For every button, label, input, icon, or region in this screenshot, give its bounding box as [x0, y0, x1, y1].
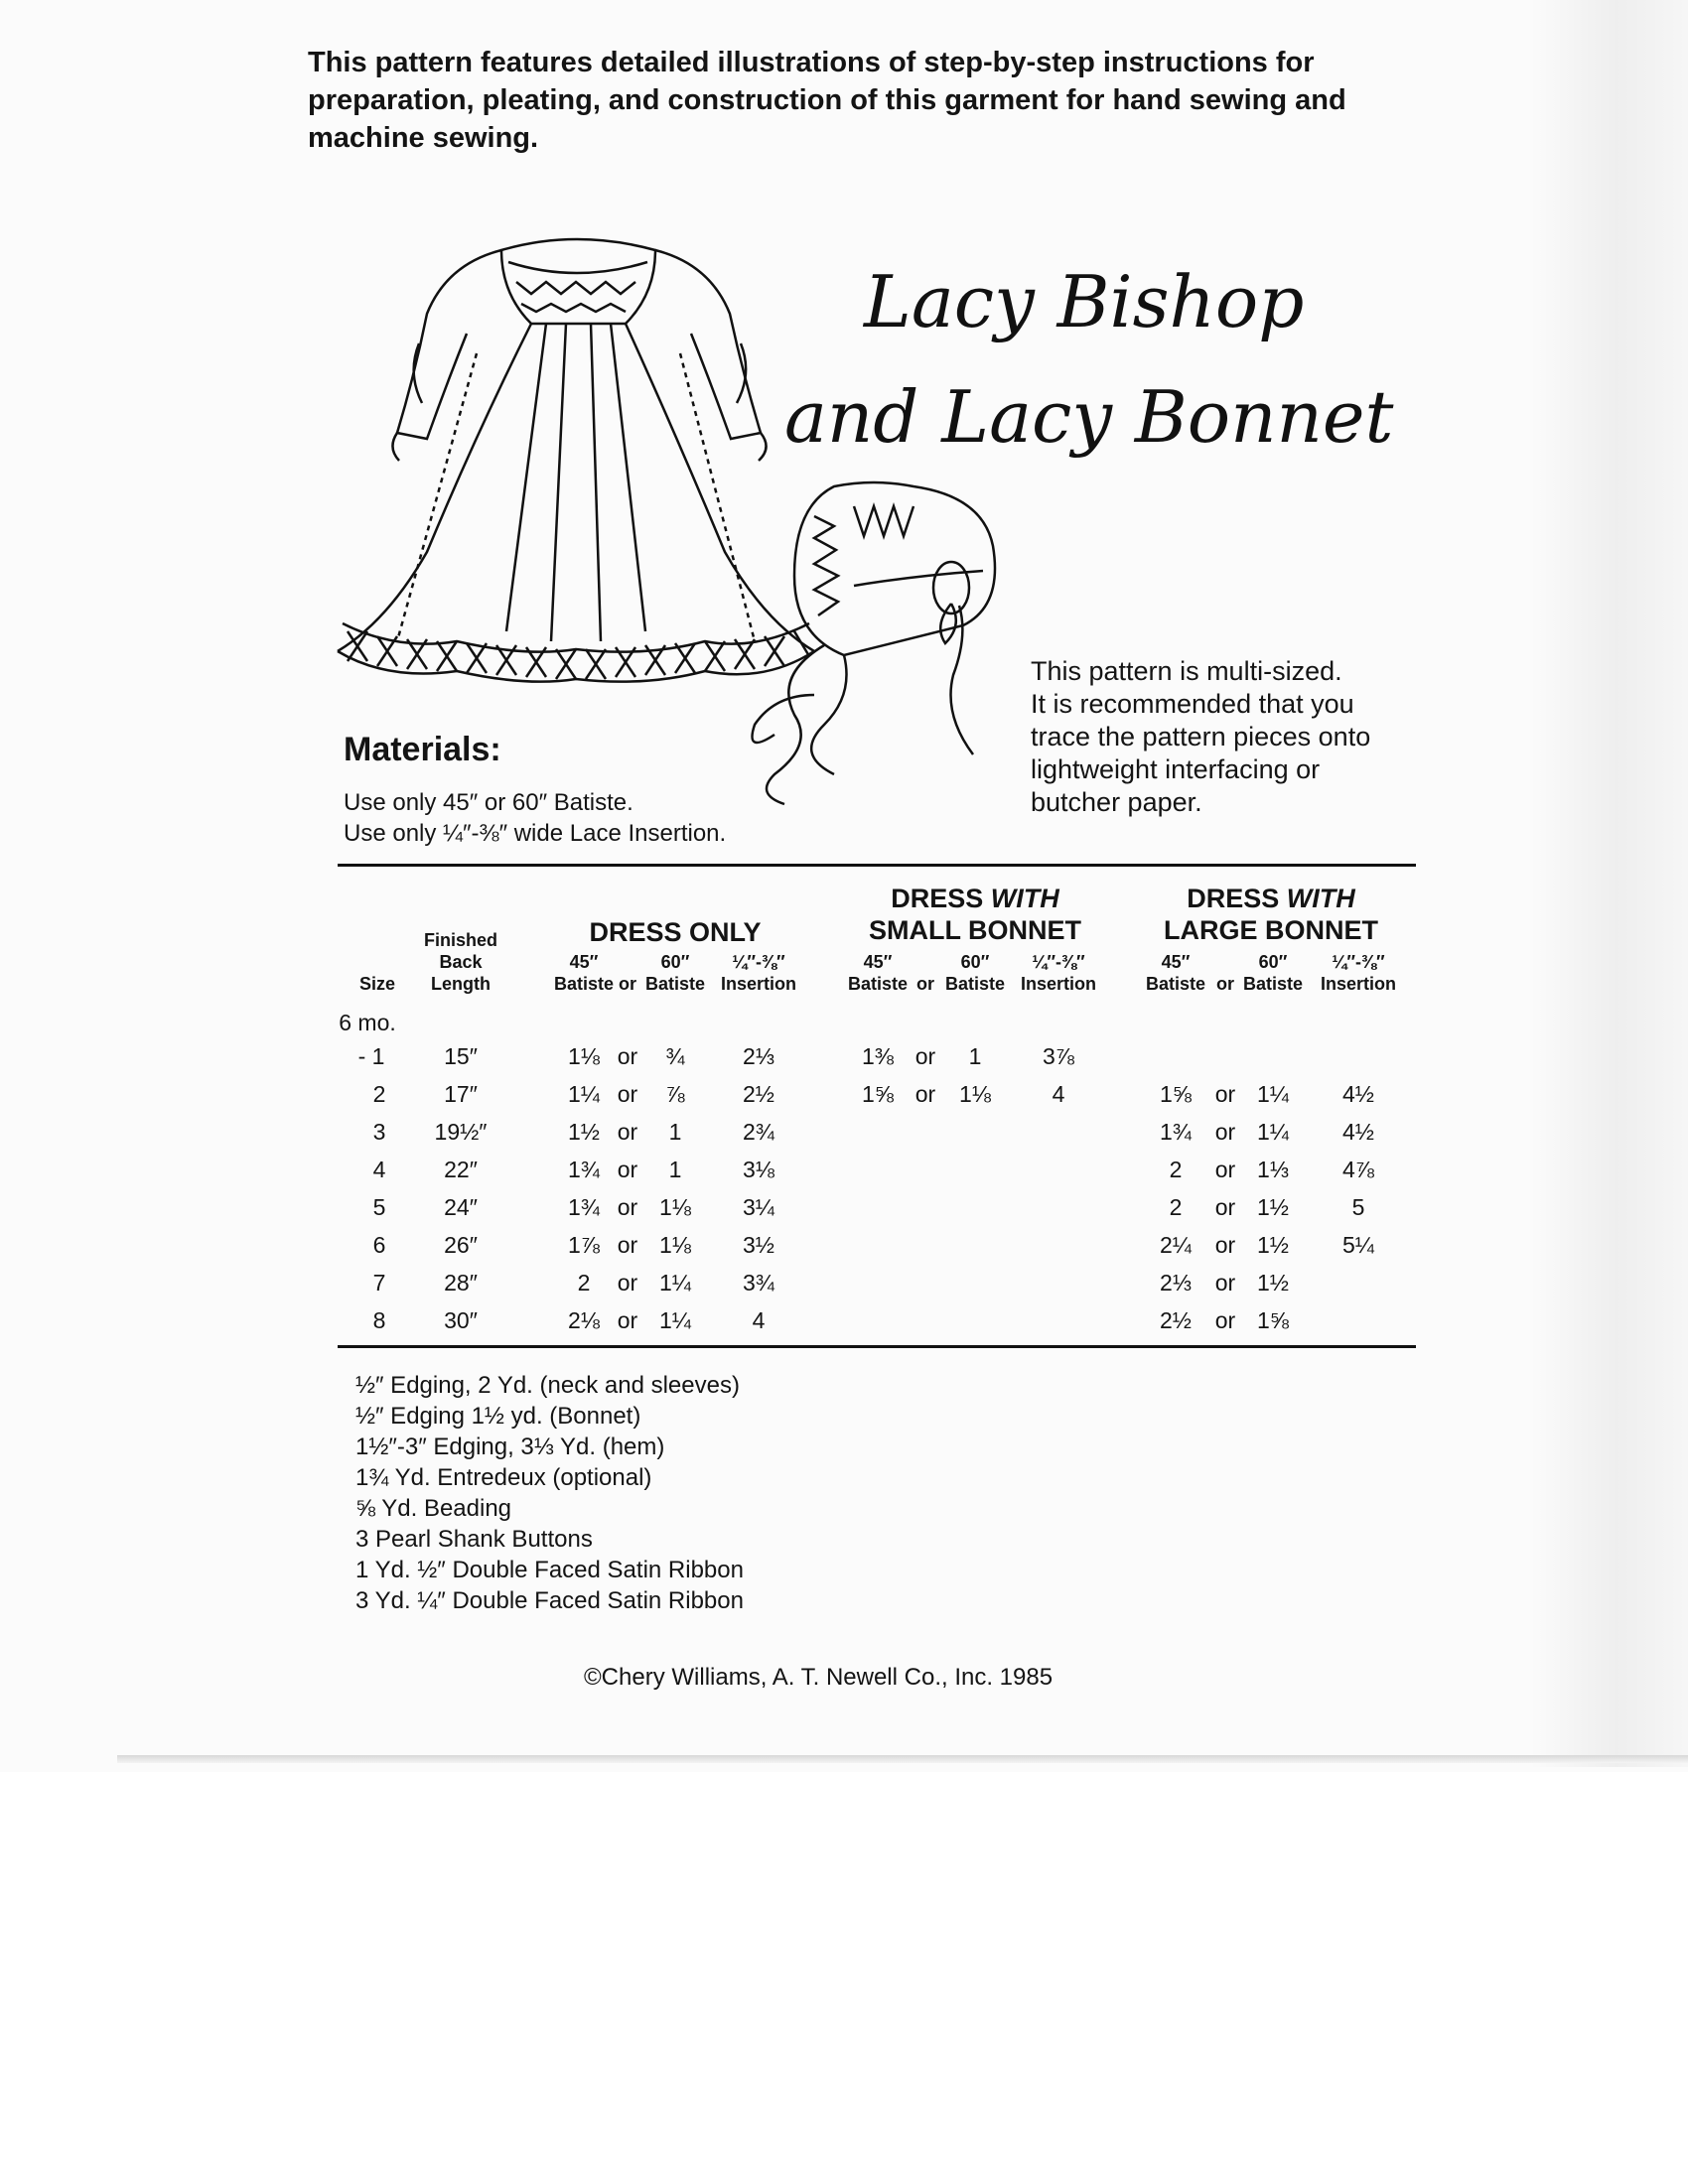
- yardage-cell: 2: [1169, 1194, 1183, 1220]
- notion-item: 1¾ Yd. Entredeux (optional): [355, 1464, 652, 1491]
- table-top-rule: [338, 864, 1416, 867]
- yardage-cell: ⅞: [665, 1081, 685, 1107]
- column-header: Batiste: [944, 974, 1006, 994]
- notions-list: [355, 1370, 744, 1616]
- yardage-cell: or: [1214, 1119, 1236, 1145]
- group-header: DRESS WITH: [891, 884, 1059, 913]
- yardage-cell: 1⅝: [862, 1081, 894, 1107]
- yardage-cell: 1¼: [659, 1270, 691, 1296]
- yardage-cell: 4: [752, 1307, 766, 1333]
- yardage-cell: 1½: [1257, 1270, 1289, 1296]
- yardage-cell: 5¼: [1342, 1232, 1374, 1258]
- yardage-cell: 1⅝: [1257, 1307, 1289, 1333]
- length-cell: 24″: [444, 1194, 478, 1220]
- size-cell: 7: [372, 1270, 386, 1296]
- yardage-cell: 1½: [568, 1119, 600, 1145]
- notion-item: ½″ Edging 1½ yd. (Bonnet): [355, 1403, 641, 1430]
- yardage-cell: 1½: [1257, 1194, 1289, 1220]
- size-cell: 4: [372, 1157, 386, 1182]
- yardage-cell: 1: [968, 1043, 982, 1069]
- notion-item: 1 Yd. ½″ Double Faced Satin Ribbon: [355, 1557, 744, 1583]
- column-header: 45″: [863, 952, 893, 972]
- length-cell: 26″: [444, 1232, 478, 1258]
- length-cell: 19½″: [434, 1119, 488, 1145]
- materials-line: Use only 45″ or 60″ Batiste.: [344, 789, 633, 816]
- yardage-cell: 1⅛: [568, 1043, 600, 1069]
- paper-fold-shadow: [1529, 0, 1688, 1767]
- yardage-cell: 1⅝: [1160, 1081, 1192, 1107]
- length-cell: 15″: [444, 1043, 478, 1069]
- yardage-cell: or: [1214, 1081, 1236, 1107]
- yardage-cell: or: [617, 1307, 638, 1333]
- yardage-cell: or: [617, 1081, 638, 1107]
- column-header: ¼″-⅜″: [1332, 952, 1385, 972]
- column-header: 60″: [1258, 952, 1288, 972]
- yardage-cell: 3½: [743, 1232, 774, 1258]
- column-header: Insertion: [1020, 974, 1096, 994]
- length-header: Length: [431, 974, 491, 994]
- column-header: 45″: [1161, 952, 1191, 972]
- bonnet-illustration: [715, 477, 1013, 814]
- column-header: Batiste: [1242, 974, 1304, 994]
- yardage-cell: 3¼: [743, 1194, 774, 1220]
- yardage-cell: 2¾: [743, 1119, 774, 1145]
- column-header: 45″: [569, 952, 599, 972]
- yardage-cell: 4½: [1342, 1081, 1374, 1107]
- multi-sized-line: lightweight interfacing or: [1031, 754, 1321, 784]
- yardage-cell: 3⅛: [743, 1157, 774, 1182]
- yardage-cell: or: [914, 1081, 936, 1107]
- length-cell: 28″: [444, 1270, 478, 1296]
- yardage-cell: or: [617, 1194, 638, 1220]
- group-header: SMALL BONNET: [869, 915, 1081, 945]
- size-header: Size: [358, 974, 396, 994]
- yardage-cell: 1⅓: [1257, 1157, 1289, 1182]
- yardage-cell: or: [617, 1119, 638, 1145]
- column-header: Insertion: [720, 974, 796, 994]
- yardage-cell: 4⅞: [1342, 1157, 1374, 1182]
- column-header: Batiste: [847, 974, 909, 994]
- yardage-cell: or: [617, 1043, 638, 1069]
- multi-sized-note: [1031, 655, 1410, 819]
- yardage-cell: 1⅞: [568, 1232, 600, 1258]
- notion-item: 3 Yd. ¼″ Double Faced Satin Ribbon: [355, 1587, 744, 1614]
- yardage-cell: 1: [668, 1119, 682, 1145]
- size-cell: 5: [372, 1194, 386, 1220]
- column-header: 60″: [660, 952, 690, 972]
- column-header: or: [916, 974, 934, 994]
- yardage-cell: 5: [1351, 1194, 1365, 1220]
- yardage-cell: 1¼: [1257, 1119, 1289, 1145]
- column-header: ¼″-⅜″: [732, 952, 785, 972]
- group-header: LARGE BONNET: [1164, 915, 1378, 945]
- size-cell: - 1: [357, 1043, 385, 1069]
- yardage-cell: 1¼: [568, 1081, 600, 1107]
- yardage-cell: 1: [668, 1157, 682, 1182]
- group-header: DRESS WITH: [1187, 884, 1355, 913]
- yardage-cell: or: [1214, 1194, 1236, 1220]
- column-header: or: [1216, 974, 1234, 994]
- yardage-cell: 1⅛: [959, 1081, 991, 1107]
- column-header: Batiste: [553, 974, 615, 994]
- yardage-cell: 3⅞: [1043, 1043, 1074, 1069]
- yardage-cell: 2¼: [1160, 1232, 1192, 1258]
- multi-sized-line: It is recommended that you: [1031, 689, 1354, 719]
- yardage-cell: 1⅛: [659, 1194, 691, 1220]
- notion-item: 1½″-3″ Edging, 3⅓ Yd. (hem): [355, 1433, 665, 1460]
- yardage-cell: 1¼: [659, 1307, 691, 1333]
- multi-sized-line: butcher paper.: [1031, 787, 1202, 817]
- length-cell: 17″: [444, 1081, 478, 1107]
- yardage-cell: 1¼: [1257, 1081, 1289, 1107]
- yardage-cell: 3¾: [743, 1270, 774, 1296]
- size-cell: 2: [372, 1081, 386, 1107]
- table-bottom-rule: [338, 1345, 1416, 1348]
- intro-text: This pattern features detailed illustrations of step-by-step instructions for preparation, pleating, and construction of this garment for hand sewing and machine sewing.: [308, 47, 1346, 154]
- yardage-cell: 1¾: [1160, 1119, 1192, 1145]
- size-cell: 3: [372, 1119, 386, 1145]
- yardage-cell: or: [1214, 1232, 1236, 1258]
- yardage-cell: 2⅓: [743, 1043, 774, 1069]
- yardage-cell: 2⅓: [1160, 1270, 1192, 1296]
- size-cell: 6: [372, 1232, 386, 1258]
- column-header: or: [619, 974, 636, 994]
- yardage-cell: or: [1214, 1270, 1236, 1296]
- yardage-cell: or: [1214, 1157, 1236, 1182]
- paper-bottom-edge: [117, 1755, 1688, 1763]
- column-header: Batiste: [1145, 974, 1206, 994]
- length-header: Finished: [423, 930, 497, 950]
- size-cell: 6 mo.: [339, 1010, 396, 1035]
- yardage-cell: 1¾: [568, 1157, 600, 1182]
- yardage-cell: or: [617, 1232, 638, 1258]
- group-header: DRESS ONLY: [589, 917, 762, 947]
- column-header: ¼″-⅜″: [1032, 952, 1085, 972]
- copyright: ©Chery Williams, A. T. Newell Co., Inc. 1985: [584, 1664, 1054, 1691]
- column-header: Batiste: [644, 974, 706, 994]
- yardage-cell: 2: [1169, 1157, 1183, 1182]
- yardage-cell: or: [617, 1157, 638, 1182]
- yardage-cell: 1⅛: [659, 1232, 691, 1258]
- size-cell: 8: [372, 1307, 386, 1333]
- length-cell: 30″: [444, 1307, 478, 1333]
- yardage-cell: 1⅜: [862, 1043, 894, 1069]
- pattern-title-line-1: Lacy Bishop: [864, 260, 1305, 343]
- materials-heading: Materials:: [344, 731, 501, 768]
- column-header: 60″: [960, 952, 990, 972]
- multi-sized-line: This pattern is multi-sized.: [1031, 656, 1342, 686]
- pattern-title-line-2: and Lacy Bonnet: [784, 375, 1394, 459]
- column-header: Insertion: [1320, 974, 1396, 994]
- yardage-cell: 4: [1052, 1081, 1065, 1107]
- yardage-cell: 2⅛: [568, 1307, 600, 1333]
- yardage-cell: 4½: [1342, 1119, 1374, 1145]
- yardage-cell: 1¾: [568, 1194, 600, 1220]
- length-header: Back: [439, 952, 483, 972]
- yardage-cell: ¾: [665, 1043, 685, 1069]
- yardage-cell: 1½: [1257, 1232, 1289, 1258]
- multi-sized-line: trace the pattern pieces onto: [1031, 722, 1371, 751]
- notion-item: 3 Pearl Shank Buttons: [355, 1526, 593, 1553]
- notion-item: ½″ Edging, 2 Yd. (neck and sleeves): [355, 1372, 740, 1399]
- materials-line: Use only ¼″-⅜″ wide Lace Insertion.: [344, 820, 727, 847]
- length-cell: 22″: [444, 1157, 478, 1182]
- yardage-cell: or: [914, 1043, 936, 1069]
- yardage-cell: 2: [577, 1270, 591, 1296]
- yardage-cell: 2½: [743, 1081, 774, 1107]
- yardage-cell: 2½: [1160, 1307, 1192, 1333]
- yardage-cell: or: [617, 1270, 638, 1296]
- yardage-cell: or: [1214, 1307, 1236, 1333]
- notion-item: ⅝ Yd. Beading: [355, 1495, 512, 1522]
